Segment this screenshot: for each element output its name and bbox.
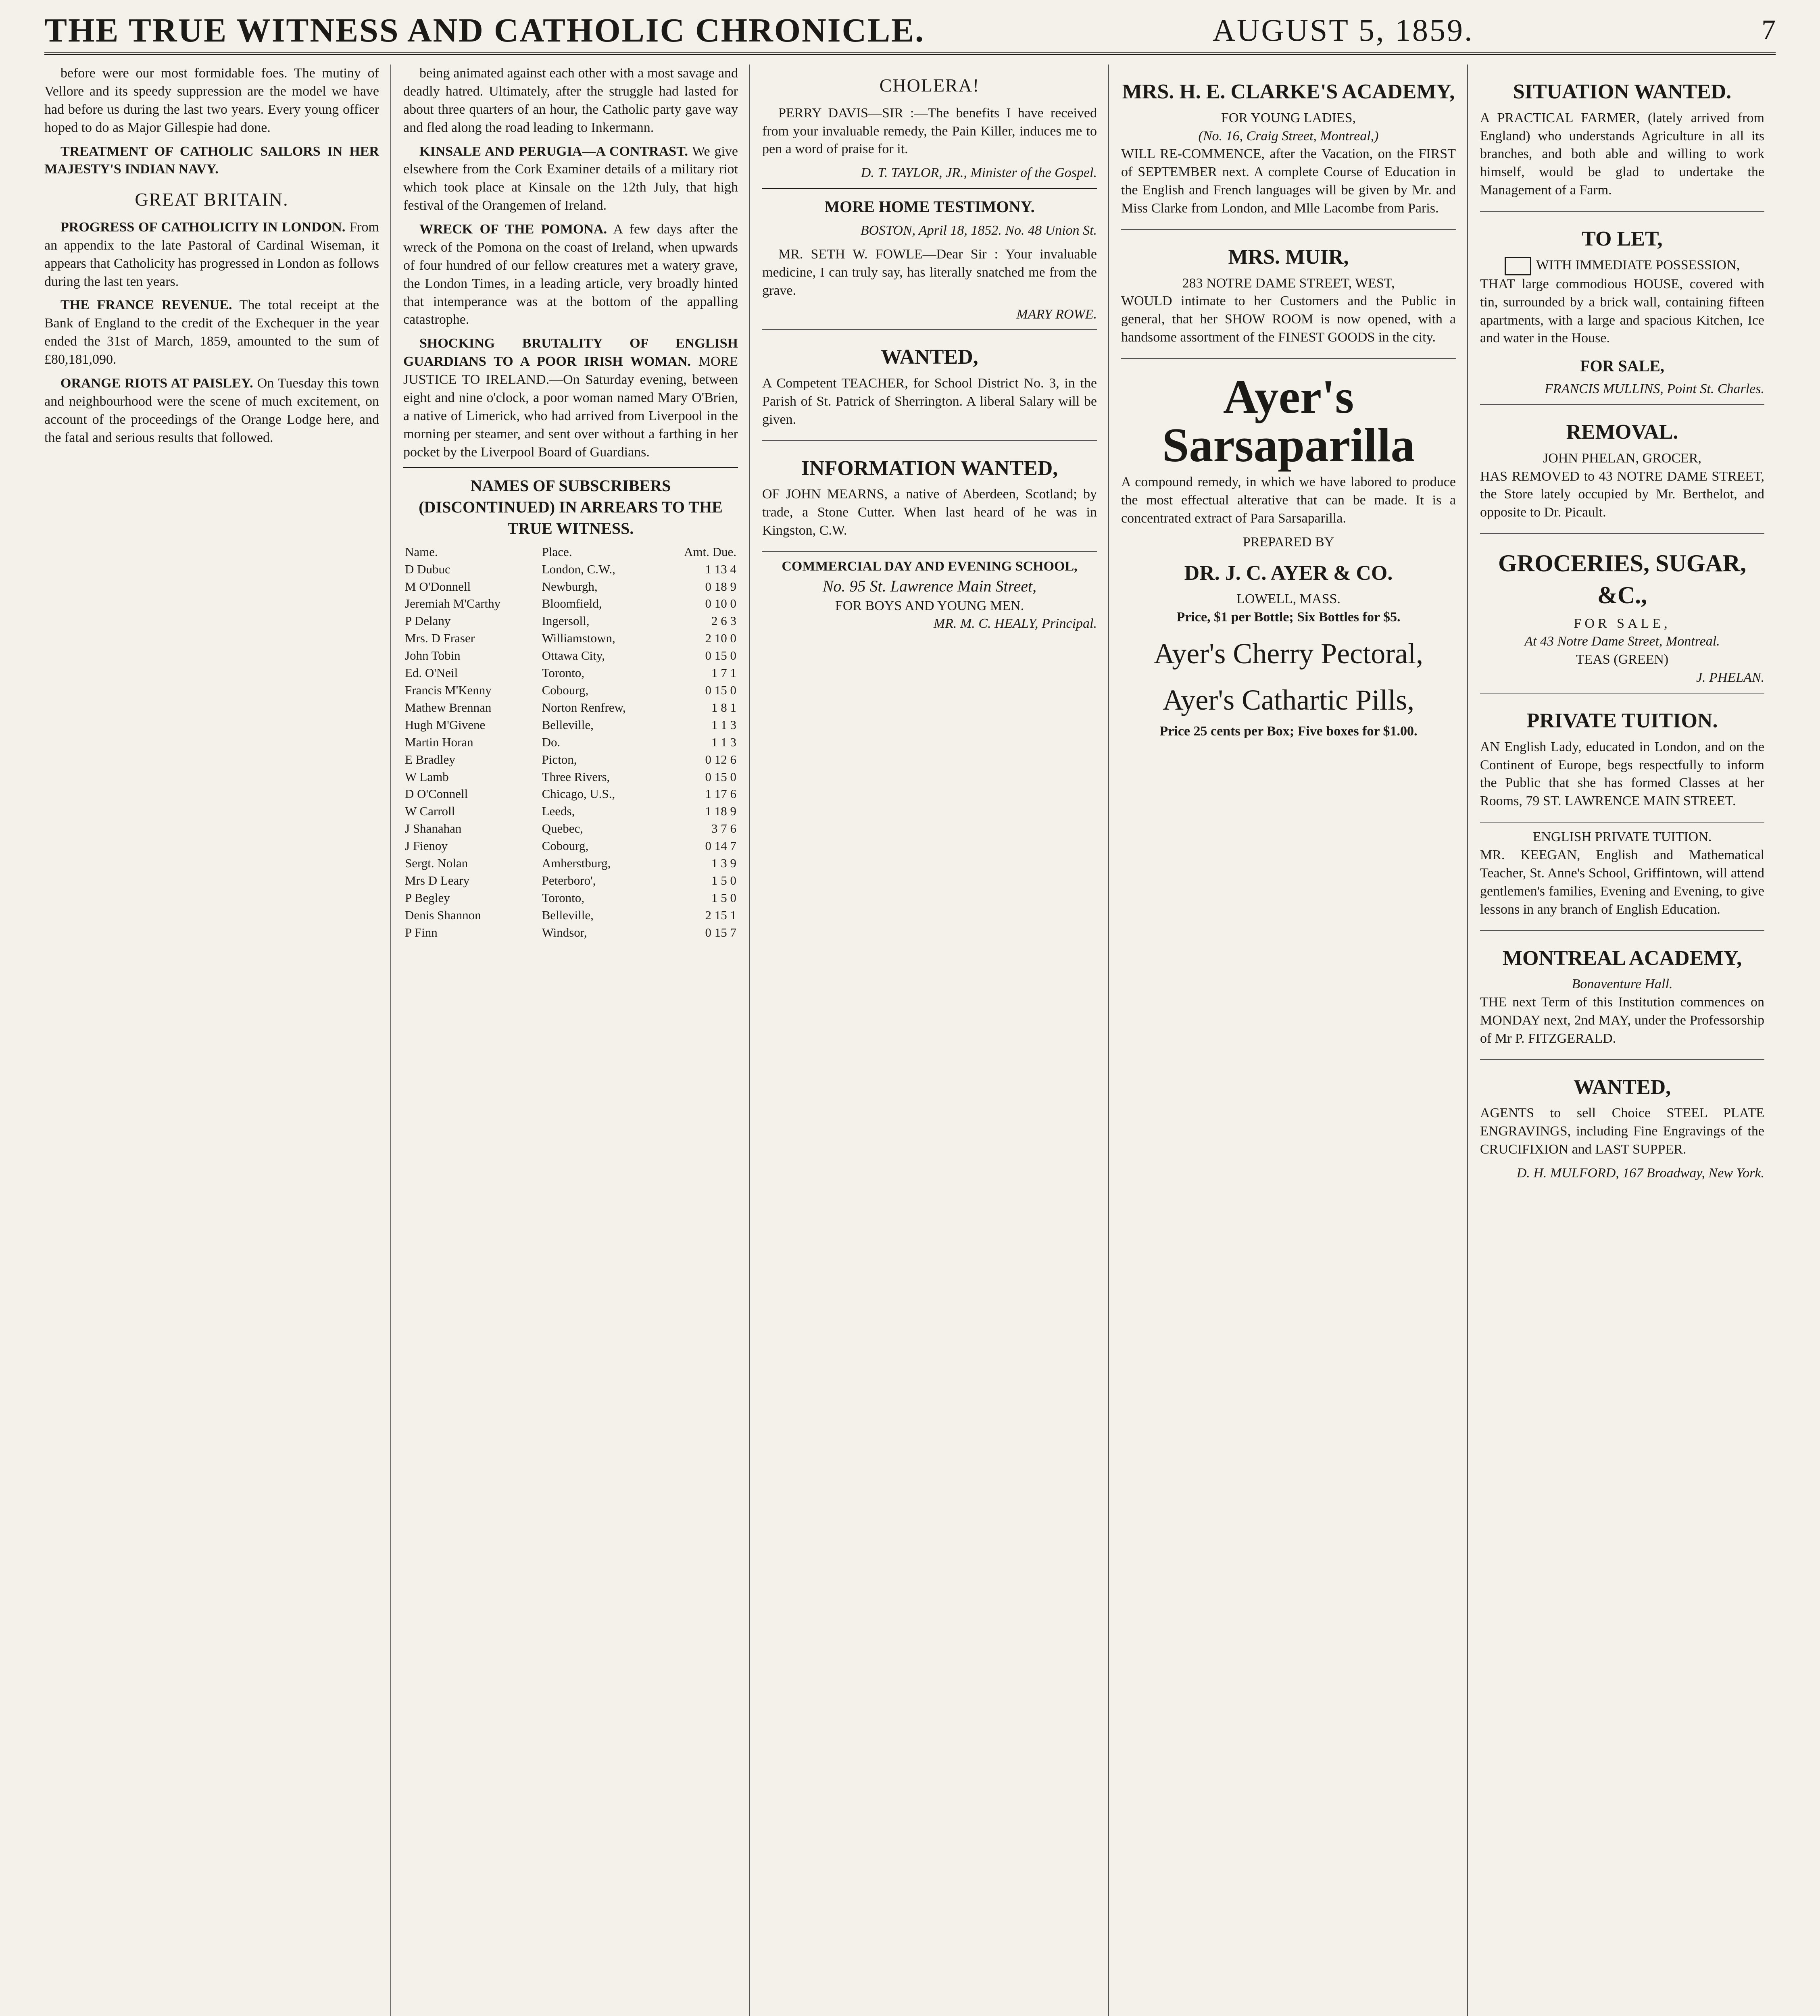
cholera-title: CHOLERA! xyxy=(879,75,980,96)
subscriber-place: Newburgh, xyxy=(542,579,598,594)
academy-title: MRS. H. E. CLARKE'S ACADEMY, xyxy=(1122,80,1455,103)
forsale-title: FOR SALE, xyxy=(1580,357,1664,375)
subscriber-amount: 1 17 6 xyxy=(705,787,736,801)
ad-english-tuition xyxy=(1480,822,1764,930)
subscriber-name: E Bradley xyxy=(405,752,455,766)
kinsale-text: We give elsewhere from the Cork Examiner details of a military riot which took place at Kinsale on the 12th July, that high festival of the Orangemen of Ireland. xyxy=(403,144,738,213)
riots-text: On Tuesday this town and neighbourhood were the scene of much excitement, on account of the proceedings of the Orange Lodge here, and the fatal and serious results that followed. xyxy=(44,375,379,445)
subscriber-row xyxy=(403,820,738,837)
school-principal: MR. M. C. HEALY, Principal. xyxy=(933,616,1097,631)
montreal-title: MONTREAL ACADEMY, xyxy=(1502,946,1742,970)
subscriber-place: Toronto, xyxy=(542,666,585,680)
divider xyxy=(762,188,1097,189)
lowell: LOWELL, MASS. xyxy=(1236,591,1341,607)
column-1 xyxy=(44,65,391,2016)
subscriber-amount: 0 15 7 xyxy=(705,925,736,939)
newspaper-title: THE TRUE WITNESS AND CATHOLIC CHRONICLE. xyxy=(44,11,925,49)
ad-ayers-sarsaparilla xyxy=(1121,358,1456,746)
subscriber-amount: 2 6 3 xyxy=(711,614,736,628)
ad-groceries xyxy=(1480,533,1764,693)
muir-title: MRS. MUIR, xyxy=(1228,245,1349,269)
house-icon xyxy=(1505,257,1531,275)
testimony-text: MR. SETH W. FOWLE—Dear Sir : Your invaluable medicine, I can truly say, has literally snatched me from the grave. xyxy=(762,246,1097,298)
subscriber-amount: 1 1 3 xyxy=(711,735,736,749)
subscriber-amount: 1 8 1 xyxy=(711,700,736,714)
testimony-signature: MARY ROWE. xyxy=(1016,306,1097,322)
masthead xyxy=(44,8,1776,55)
removal-title: REMOVAL. xyxy=(1566,421,1678,444)
situation-text: A PRACTICAL FARMER, (lately arrived from England) who understands Agriculture in all its branches, and both able and willing to work himself, would be glad to undertake the Management of a Farm. xyxy=(1480,110,1764,198)
subscriber-row xyxy=(403,837,738,855)
tuition-text: AN English Lady, educated in London, and on the Continent of Europe, begs respectfully to inform the Public that she has formed Classes at her Rooms, 79 ST. LAWRENCE MAIN STREET. xyxy=(1480,739,1764,809)
subscriber-place: Chicago, U.S., xyxy=(542,787,615,801)
academy-address: (No. 16, Craig Street, Montreal,) xyxy=(1198,128,1379,144)
removal-text: HAS REMOVED to 43 NOTRE DAME STREET, the Store lately occupied by Mr. Berthelot, and opposite to Dr. Picault. xyxy=(1480,469,1764,520)
subscriber-amount: 0 15 0 xyxy=(705,648,736,663)
issue-date: AUGUST 5, 1859. xyxy=(1212,12,1474,48)
ayer-title: Ayer's Sarsaparilla xyxy=(1162,370,1415,472)
subscriber-name: J Shanahan xyxy=(405,821,462,836)
subscriber-amount: 1 3 9 xyxy=(711,856,736,871)
subscriber-place: Picton, xyxy=(542,752,577,766)
subscriber-amount: 0 14 7 xyxy=(705,839,736,853)
subscriber-amount: 3 7 6 xyxy=(711,821,736,836)
subscriber-row xyxy=(403,682,738,699)
teas-heading: TEAS (GREEN) xyxy=(1576,652,1669,667)
subscriber-row xyxy=(403,768,738,786)
groceries-address: At 43 Notre Dame Street, Montreal. xyxy=(1524,634,1720,649)
mulford-signature: D. H. MULFORD, 167 Broadway, New York. xyxy=(1516,1165,1764,1181)
divider xyxy=(403,467,738,468)
subscriber-name: Jeremiah M'Carthy xyxy=(405,596,501,611)
groceries-title: GROCERIES, SUGAR, &C., xyxy=(1498,550,1747,609)
school-address: No. 95 St. Lawrence Main Street, xyxy=(822,577,1037,595)
wanted-text: A Competent TEACHER, for School District No. 3, in the Parish of St. Patrick of Sherrington. A liberal Salary will be given. xyxy=(762,376,1097,427)
tolet-text: THAT large commodious HOUSE, covered with tin, surrounded by a brick wall, containing fifteen apartments, with a large and spacious Kitchen, Ice and water in the House. xyxy=(1480,276,1764,346)
testimony-place: BOSTON, April 18, 1852. No. 48 Union St. xyxy=(860,223,1097,238)
subscriber-place: Cobourg, xyxy=(542,683,589,698)
subscriber-place: Peterboro', xyxy=(542,873,596,887)
academy-text: WILL RE-COMMENCE, after the Vacation, on the FIRST of SEPTEMBER next. A complete Course of Education in the English and French languages will be given by Mr. and Miss Clarke from London, and Mlle Lacombe from Paris. xyxy=(1121,146,1456,216)
column-5 xyxy=(1480,65,1776,2016)
subscriber-name: Denis Shannon xyxy=(405,908,481,922)
subscriber-name: Mrs. D Fraser xyxy=(405,631,475,646)
english-title: ENGLISH PRIVATE TUITION. xyxy=(1532,829,1712,845)
subscriber-amount: 0 15 0 xyxy=(705,769,736,784)
subscriber-place: Belleville, xyxy=(542,717,594,732)
subscriber-name: Hugh M'Givene xyxy=(405,717,486,732)
subscriber-name: Mrs D Leary xyxy=(405,873,470,887)
subscriber-row xyxy=(403,734,738,751)
revenue-text: The total receipt at the Bank of England to the credit of the Exchequer in the year ended the 31st of March, 1859, amounted to the sum of £80,181,090. xyxy=(44,298,379,367)
cherry-pectoral: Ayer's Cherry Pectoral, xyxy=(1153,637,1424,670)
subscriber-amount: 2 10 0 xyxy=(705,631,736,646)
subscribers-title: NAMES OF SUBSCRIBERS (DISCONTINUED) IN ARREARS TO THE TRUE WITNESS. xyxy=(419,477,723,537)
subscriber-place: Amherstburg, xyxy=(542,856,611,871)
ad-mrs-muir xyxy=(1121,229,1456,358)
subscriber-amount: 2 15 1 xyxy=(705,908,736,922)
ad-to-let xyxy=(1480,211,1764,404)
subscriber-row xyxy=(403,699,738,716)
subscriber-name: W Carroll xyxy=(405,804,455,818)
mullins-signature: FRANCIS MULLINS, Point St. Charles. xyxy=(1545,381,1764,397)
subscriber-amount: 0 18 9 xyxy=(705,579,736,594)
subscriber-row xyxy=(403,855,738,872)
subscriber-name: D O'Connell xyxy=(405,787,468,801)
english-text: MR. KEEGAN, English and Mathematical Teacher, St. Anne's School, Griffintown, will attend gentlemen's families, Evening and Evening, to give lessons in any branch of English Education. xyxy=(1480,848,1764,917)
brutality-heading: SHOCKING BRUTALITY OF ENGLISH GUARDIANS TO A POOR IRISH WOMAN. xyxy=(403,336,738,369)
subscriber-row xyxy=(403,924,738,941)
montreal-sub: Bonaventure Hall. xyxy=(1572,977,1673,992)
subscriber-row xyxy=(403,889,738,907)
school-for: FOR BOYS AND YOUNG MEN. xyxy=(835,598,1024,613)
cathartic-pills: Ayer's Cathartic Pills, xyxy=(1162,683,1415,716)
subscriber-amount: 1 18 9 xyxy=(705,804,736,818)
subscriber-name: P Delany xyxy=(405,614,451,628)
cholera-text: PERRY DAVIS—SIR :—The benefits I have received from your invaluable remedy, the Pain Killer, induces me to pen a word of praise for it. xyxy=(762,105,1097,157)
subscriber-place: London, C.W., xyxy=(542,562,615,576)
ad-montreal-academy xyxy=(1480,930,1764,1059)
pills-price: Price 25 cents per Box; Five boxes for $1.00. xyxy=(1159,723,1418,739)
subscriber-name: M O'Donnell xyxy=(405,579,471,594)
subscriber-place: Leeds, xyxy=(542,804,575,818)
ad-situation-wanted xyxy=(1480,65,1764,211)
subscriber-name: Ed. O'Neil xyxy=(405,666,458,680)
ad-private-tuition xyxy=(1480,693,1764,822)
column-2 xyxy=(403,65,750,2016)
treatment-heading: TREATMENT OF CATHOLIC SAILORS IN HER MAJESTY'S INDIAN NAVY. xyxy=(44,144,379,177)
ayer-text: A compound remedy, in which we have labored to produce the most effectual alterative that can be made. It is a concentrated extract of Para Sarsaparilla. xyxy=(1121,475,1456,526)
progress-text: From an appendix to the late Pastoral of Cardinal Wiseman, it appears that Catholicity has progressed in London as follows during the last ten years. xyxy=(44,219,379,289)
subscriber-place: Ingersoll, xyxy=(542,614,590,628)
column-3 xyxy=(762,65,1109,2016)
info-text: OF JOHN MEARNS, a native of Aberdeen, Scotland; by trade, a Stone Cutter. When last heard of he was in Kingston, C.W. xyxy=(762,487,1097,538)
subscriber-amount: 1 5 0 xyxy=(711,873,736,887)
subscriber-amount: 1 7 1 xyxy=(711,666,736,680)
subs-header-name: Name. xyxy=(405,544,438,559)
revenue-heading: THE FRANCE REVENUE. xyxy=(60,298,232,313)
subscriber-place: Do. xyxy=(542,735,561,749)
subscriber-row xyxy=(403,561,738,578)
muir-text: WOULD intimate to her Customers and the Public in general, that her SHOW ROOM is now opened, with a handsome assortment of the FINEST GOODS in the city. xyxy=(1121,294,1456,345)
subscriber-row xyxy=(403,751,738,768)
subscriber-name: Mathew Brennan xyxy=(405,700,492,714)
subs-header-place: Place. xyxy=(542,544,572,559)
section-title-great-britain: GREAT BRITAIN. xyxy=(135,189,289,210)
subscriber-name: Martin Horan xyxy=(405,735,473,749)
subscriber-place: Toronto, xyxy=(542,890,585,905)
subscriber-place: Belleville, xyxy=(542,908,594,922)
cholera-signature: D. T. TAYLOR, JR., Minister of the Gospel. xyxy=(861,165,1097,181)
subscriber-amount: 1 13 4 xyxy=(705,562,736,576)
tolet-title: TO LET, xyxy=(1582,227,1663,250)
progress-heading: PROGRESS OF CATHOLICITY IN LONDON. xyxy=(60,219,346,235)
subscriber-row xyxy=(403,664,738,682)
ad-clarke-academy xyxy=(1121,65,1456,229)
subs-header-amount: Amt. Due. xyxy=(684,544,736,559)
intro-paragraph: before were our most formidable foes. The mutiny of Vellore and its speedy suppression are the model we have had before us during the last two years. Every young officer hoped to do as Major Gillespie had done. xyxy=(44,66,379,135)
subscriber-row xyxy=(403,595,738,612)
fight-text: being animated against each other with a most savage and deadly hatred. Ultimately, after the struggle had lasted for about three quarters of an hour, the Catholic party gave way and fled along the road leading to Inkermann. xyxy=(403,66,738,135)
subscriber-row xyxy=(403,578,738,596)
subscriber-row xyxy=(403,630,738,647)
subscriber-name: Francis M'Kenny xyxy=(405,683,492,698)
groceries-sub: FOR SALE, xyxy=(1574,616,1671,631)
subscriber-place: Bloomfield, xyxy=(542,596,602,611)
removal-name: JOHN PHELAN, GROCER, xyxy=(1543,450,1701,466)
subscriber-amount: 0 12 6 xyxy=(705,752,736,766)
ad-removal xyxy=(1480,404,1764,533)
subscriber-row xyxy=(403,872,738,889)
subscriber-amount: 1 5 0 xyxy=(711,890,736,905)
wanted2-title: WANTED, xyxy=(1573,1075,1671,1099)
pomona-text: A few days after the wreck of the Pomona on the coast of Ireland, when upwards of four hundred of our fellow creatures met a watery grave, the London Times, in a leading article, very broadly hinted that intemperance was at the bottom of the appalling catastrophe. xyxy=(403,222,738,327)
subscriber-place: Norton Renfrew, xyxy=(542,700,626,714)
subscriber-place: Quebec, xyxy=(542,821,583,836)
subscriber-amount: 1 1 3 xyxy=(711,717,736,732)
subscriber-place: Ottawa City, xyxy=(542,648,605,663)
column-4 xyxy=(1121,65,1468,2016)
wanted-title: WANTED, xyxy=(881,346,978,369)
subscriber-place: Cobourg, xyxy=(542,839,589,853)
ayer-company: DR. J. C. AYER & CO. xyxy=(1184,561,1393,585)
subscriber-row xyxy=(403,647,738,664)
info-title: INFORMATION WANTED, xyxy=(801,456,1058,480)
situation-title: SITUATION WANTED. xyxy=(1513,80,1732,103)
subscriber-amount: 0 10 0 xyxy=(705,596,736,611)
subscriber-place: Windsor, xyxy=(542,925,587,939)
ad-wanted-teacher xyxy=(762,329,1097,440)
page-number: 7 xyxy=(1761,15,1776,46)
subscriber-row xyxy=(403,612,738,630)
subscribers-table xyxy=(403,544,738,941)
subscriber-name: Sergt. Nolan xyxy=(405,856,468,871)
testimony-title: MORE HOME TESTIMONY. xyxy=(824,198,1035,216)
muir-address: 283 NOTRE DAME STREET, WEST, xyxy=(1182,275,1395,291)
subscriber-row xyxy=(403,907,738,924)
pomona-heading: WRECK OF THE POMONA. xyxy=(419,222,607,237)
ad-commercial-school xyxy=(762,551,1097,639)
subscriber-row xyxy=(403,785,738,803)
kinsale-heading: KINSALE AND PERUGIA—A CONTRAST. xyxy=(419,144,688,159)
subscriber-name: P Finn xyxy=(405,925,438,939)
subscriber-place: Williamstown, xyxy=(542,631,615,646)
subscriber-row xyxy=(403,716,738,734)
subscriber-row xyxy=(403,803,738,820)
school-title: COMMERCIAL DAY AND EVENING SCHOOL, xyxy=(782,558,1078,574)
subscriber-name: W Lamb xyxy=(405,769,449,784)
ad-information-wanted xyxy=(762,440,1097,551)
brutality-text: MORE JUSTICE TO IRELAND.—On Saturday evening, between eight and nine o'clock, a poor woman named Mary O'Brien, a native of Limerick, who had arrived from Liverpool in the morning per steamer, and sent over without a farthing in her pocket by the Liverpool Board of Guardians. xyxy=(403,354,738,460)
riots-heading: ORANGE RIOTS AT PAISLEY. xyxy=(60,375,253,391)
subscriber-place: Three Rivers, xyxy=(542,769,610,784)
phelan-signature: J. PHELAN. xyxy=(1696,670,1764,685)
subscriber-amount: 0 15 0 xyxy=(705,683,736,698)
academy-sub: FOR YOUNG LADIES, xyxy=(1221,110,1356,125)
subscriber-name: John Tobin xyxy=(405,648,461,663)
subscriber-name: D Dubuc xyxy=(405,562,450,576)
tolet-sub: WITH IMMEDIATE POSSESSION, xyxy=(1536,257,1740,273)
tuition-title: PRIVATE TUITION. xyxy=(1526,709,1718,732)
wanted2-text: AGENTS to sell Choice STEEL PLATE ENGRAVINGS, including Fine Engravings of the CRUCIFIXION and LAST SUPPER. xyxy=(1480,1106,1764,1157)
montreal-text: THE next Term of this Institution commences on MONDAY next, 2nd MAY, under the Professorship of Mr P. FITZGERALD. xyxy=(1480,995,1764,1046)
ad-agents-wanted xyxy=(1480,1059,1764,1188)
subscriber-name: P Begley xyxy=(405,890,450,905)
subscriber-name: J Fienoy xyxy=(405,839,448,853)
ayer-price: Price, $1 per Bottle; Six Bottles for $5. xyxy=(1176,610,1401,625)
prepared-by: PREPARED BY xyxy=(1243,534,1334,550)
